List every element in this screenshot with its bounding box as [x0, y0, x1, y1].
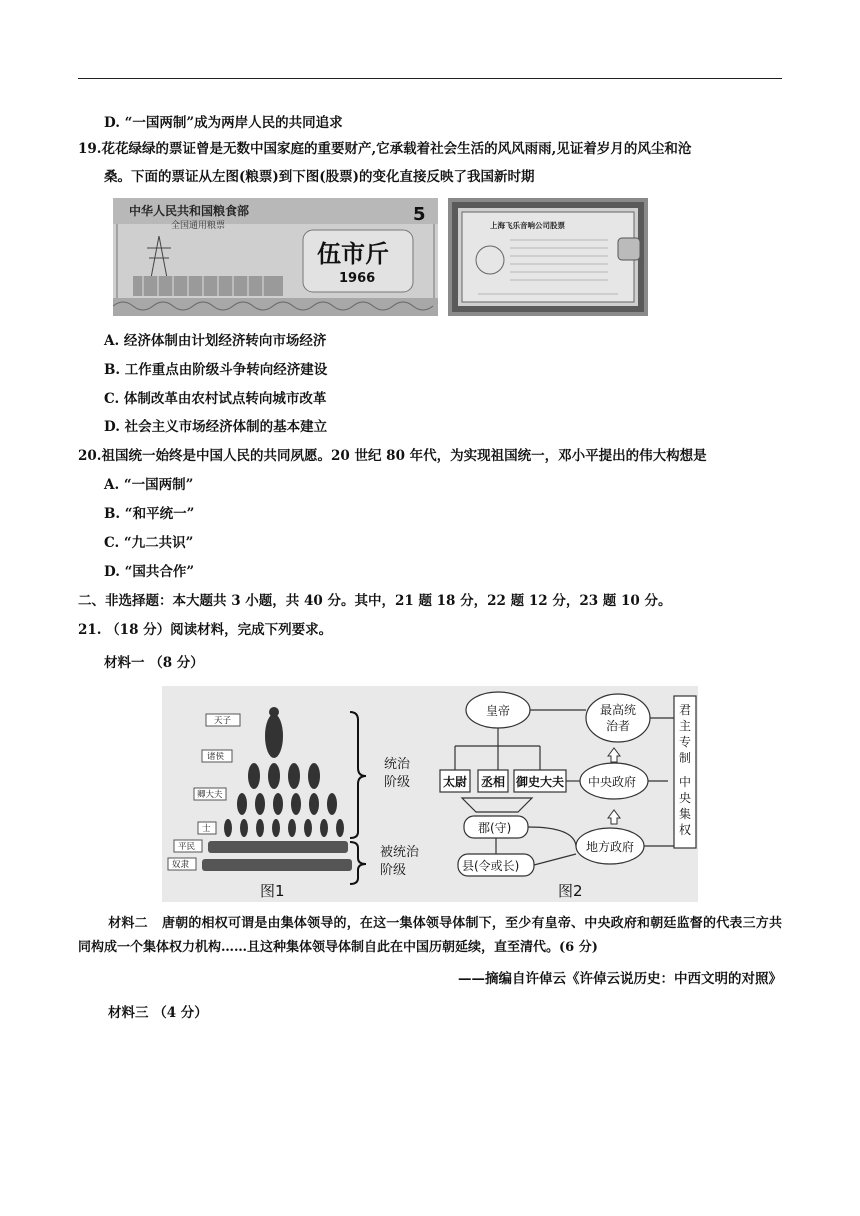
fig1-level-nuli: 奴隶: [172, 860, 190, 870]
svg-text:专: 专: [679, 735, 692, 749]
material2-text: 唐朝的相权可谓是由集体领导的，在这一集体领导体制下，至少有皇帝、中央政府和朝廷监督的代表三方共同构成一个集体权力机构……且这种集体领导体制自此在中国历朝延续，直至清代。(6 分): [78, 916, 782, 955]
grain-ticket-year: 1966: [339, 271, 376, 286]
q20-option-d: D. “国共合作”: [104, 564, 195, 580]
fig1-level-qingdafu: 卿大夫: [197, 790, 223, 800]
fig1-ruling-1: 统治: [384, 757, 411, 772]
fig2-taiwei: 太尉: [443, 775, 468, 789]
svg-text:制: 制: [679, 751, 692, 765]
material3-label: 材料三 （4 分）: [108, 1005, 208, 1021]
fig1-level-pingmin: 平民: [178, 842, 196, 852]
stock-ticket-title: 上海飞乐音响公司股票: [490, 221, 565, 230]
fig2-caption: 图2: [558, 882, 583, 900]
svg-text:中: 中: [679, 775, 692, 789]
svg-text:集: 集: [679, 807, 692, 821]
header-rule: [78, 78, 782, 79]
grain-ticket-image: [113, 198, 438, 320]
section2-heading: 二、非选择题：本大题共 3 小题，共 40 分。其中，21 题 18 分，22 题 12 分，23 题 10 分。: [78, 593, 672, 609]
fig2-xian: 县(令或长): [462, 859, 520, 873]
grain-ticket-subtitle: 全国通用粮票: [171, 221, 226, 231]
fig1-ruling-2: 阶级: [384, 775, 411, 790]
fig2-emperor: 皇帝: [486, 704, 511, 718]
fig1-ruled-1: 被统治: [380, 845, 420, 860]
fig2-central: 中央政府: [588, 775, 637, 789]
q19-stem-line2: 桑。下面的票证从左图(粮票)到下图(股票)的变化直接反映了我国新时期: [104, 169, 535, 185]
fig1-level-zhuhou: 诸侯: [207, 752, 225, 762]
fig1-level-tianzi: 天子: [214, 716, 232, 726]
svg-text:权: 权: [679, 823, 692, 837]
grain-ticket-issuer: 中华人民共和国粮食部: [129, 204, 250, 218]
stock-certificate-image: [448, 198, 648, 320]
q20-stem: 20.祖国统一始终是中国人民的共同夙愿。20 世纪 80 年代，为实现祖国统一，邓小平提出的伟大构想是: [78, 448, 707, 464]
fig2-supreme-1: 最高统: [600, 703, 637, 717]
material2-source: ——摘编自许倬云《许倬云说历史：中西文明的对照》: [458, 971, 782, 987]
fig2-chengxiang: 丞相: [481, 775, 506, 789]
q20-option-a: A. “一国两制”: [104, 477, 194, 493]
fig1-level-shi: 士: [202, 824, 211, 834]
svg-text:君: 君: [679, 703, 692, 717]
material2: [78, 912, 782, 960]
grain-ticket-denomination: 伍市斤: [317, 240, 389, 268]
q19-option-a: A. 经济体制由计划经济转向市场经济: [104, 333, 327, 349]
q21-stem: 21. （18 分）阅读材料，完成下列要求。: [78, 622, 333, 638]
q19-option-d: D. 社会主义市场经济体制的基本建立: [104, 419, 328, 435]
grain-ticket-number: 5: [413, 204, 426, 225]
fig1-caption: 图1: [260, 882, 285, 900]
svg-text:央: 央: [679, 791, 692, 805]
fig2-jun: 郡(守): [478, 821, 512, 835]
material1-figure: [162, 686, 698, 906]
q20-option-b: B. “和平统一”: [104, 506, 195, 522]
q20-option-c: C. “九二共识”: [104, 535, 194, 551]
fig2-local: 地方政府: [586, 840, 635, 854]
fig1-ruled-2: 阶级: [380, 863, 407, 878]
material1-label: 材料一 （8 分）: [104, 655, 204, 671]
material2-label: 材料二: [108, 916, 148, 931]
q18-option-d: D. “一国两制”成为两岸人民的共同追求: [104, 115, 343, 131]
q19-stem-line1: 19.花花绿绿的票证曾是无数中国家庭的重要财产,它承载着社会生活的风风雨雨,见证着岁月的风尘和沧: [78, 141, 692, 157]
q19-option-c: C. 体制改革由农村试点转向城市改革: [104, 391, 327, 407]
fig2-supreme-2: 治者: [606, 719, 631, 733]
fig2-yushi: 御史大夫: [516, 775, 565, 789]
svg-text:主: 主: [679, 719, 692, 733]
q19-option-b: B. 工作重点由阶级斗争转向经济建设: [104, 362, 328, 378]
